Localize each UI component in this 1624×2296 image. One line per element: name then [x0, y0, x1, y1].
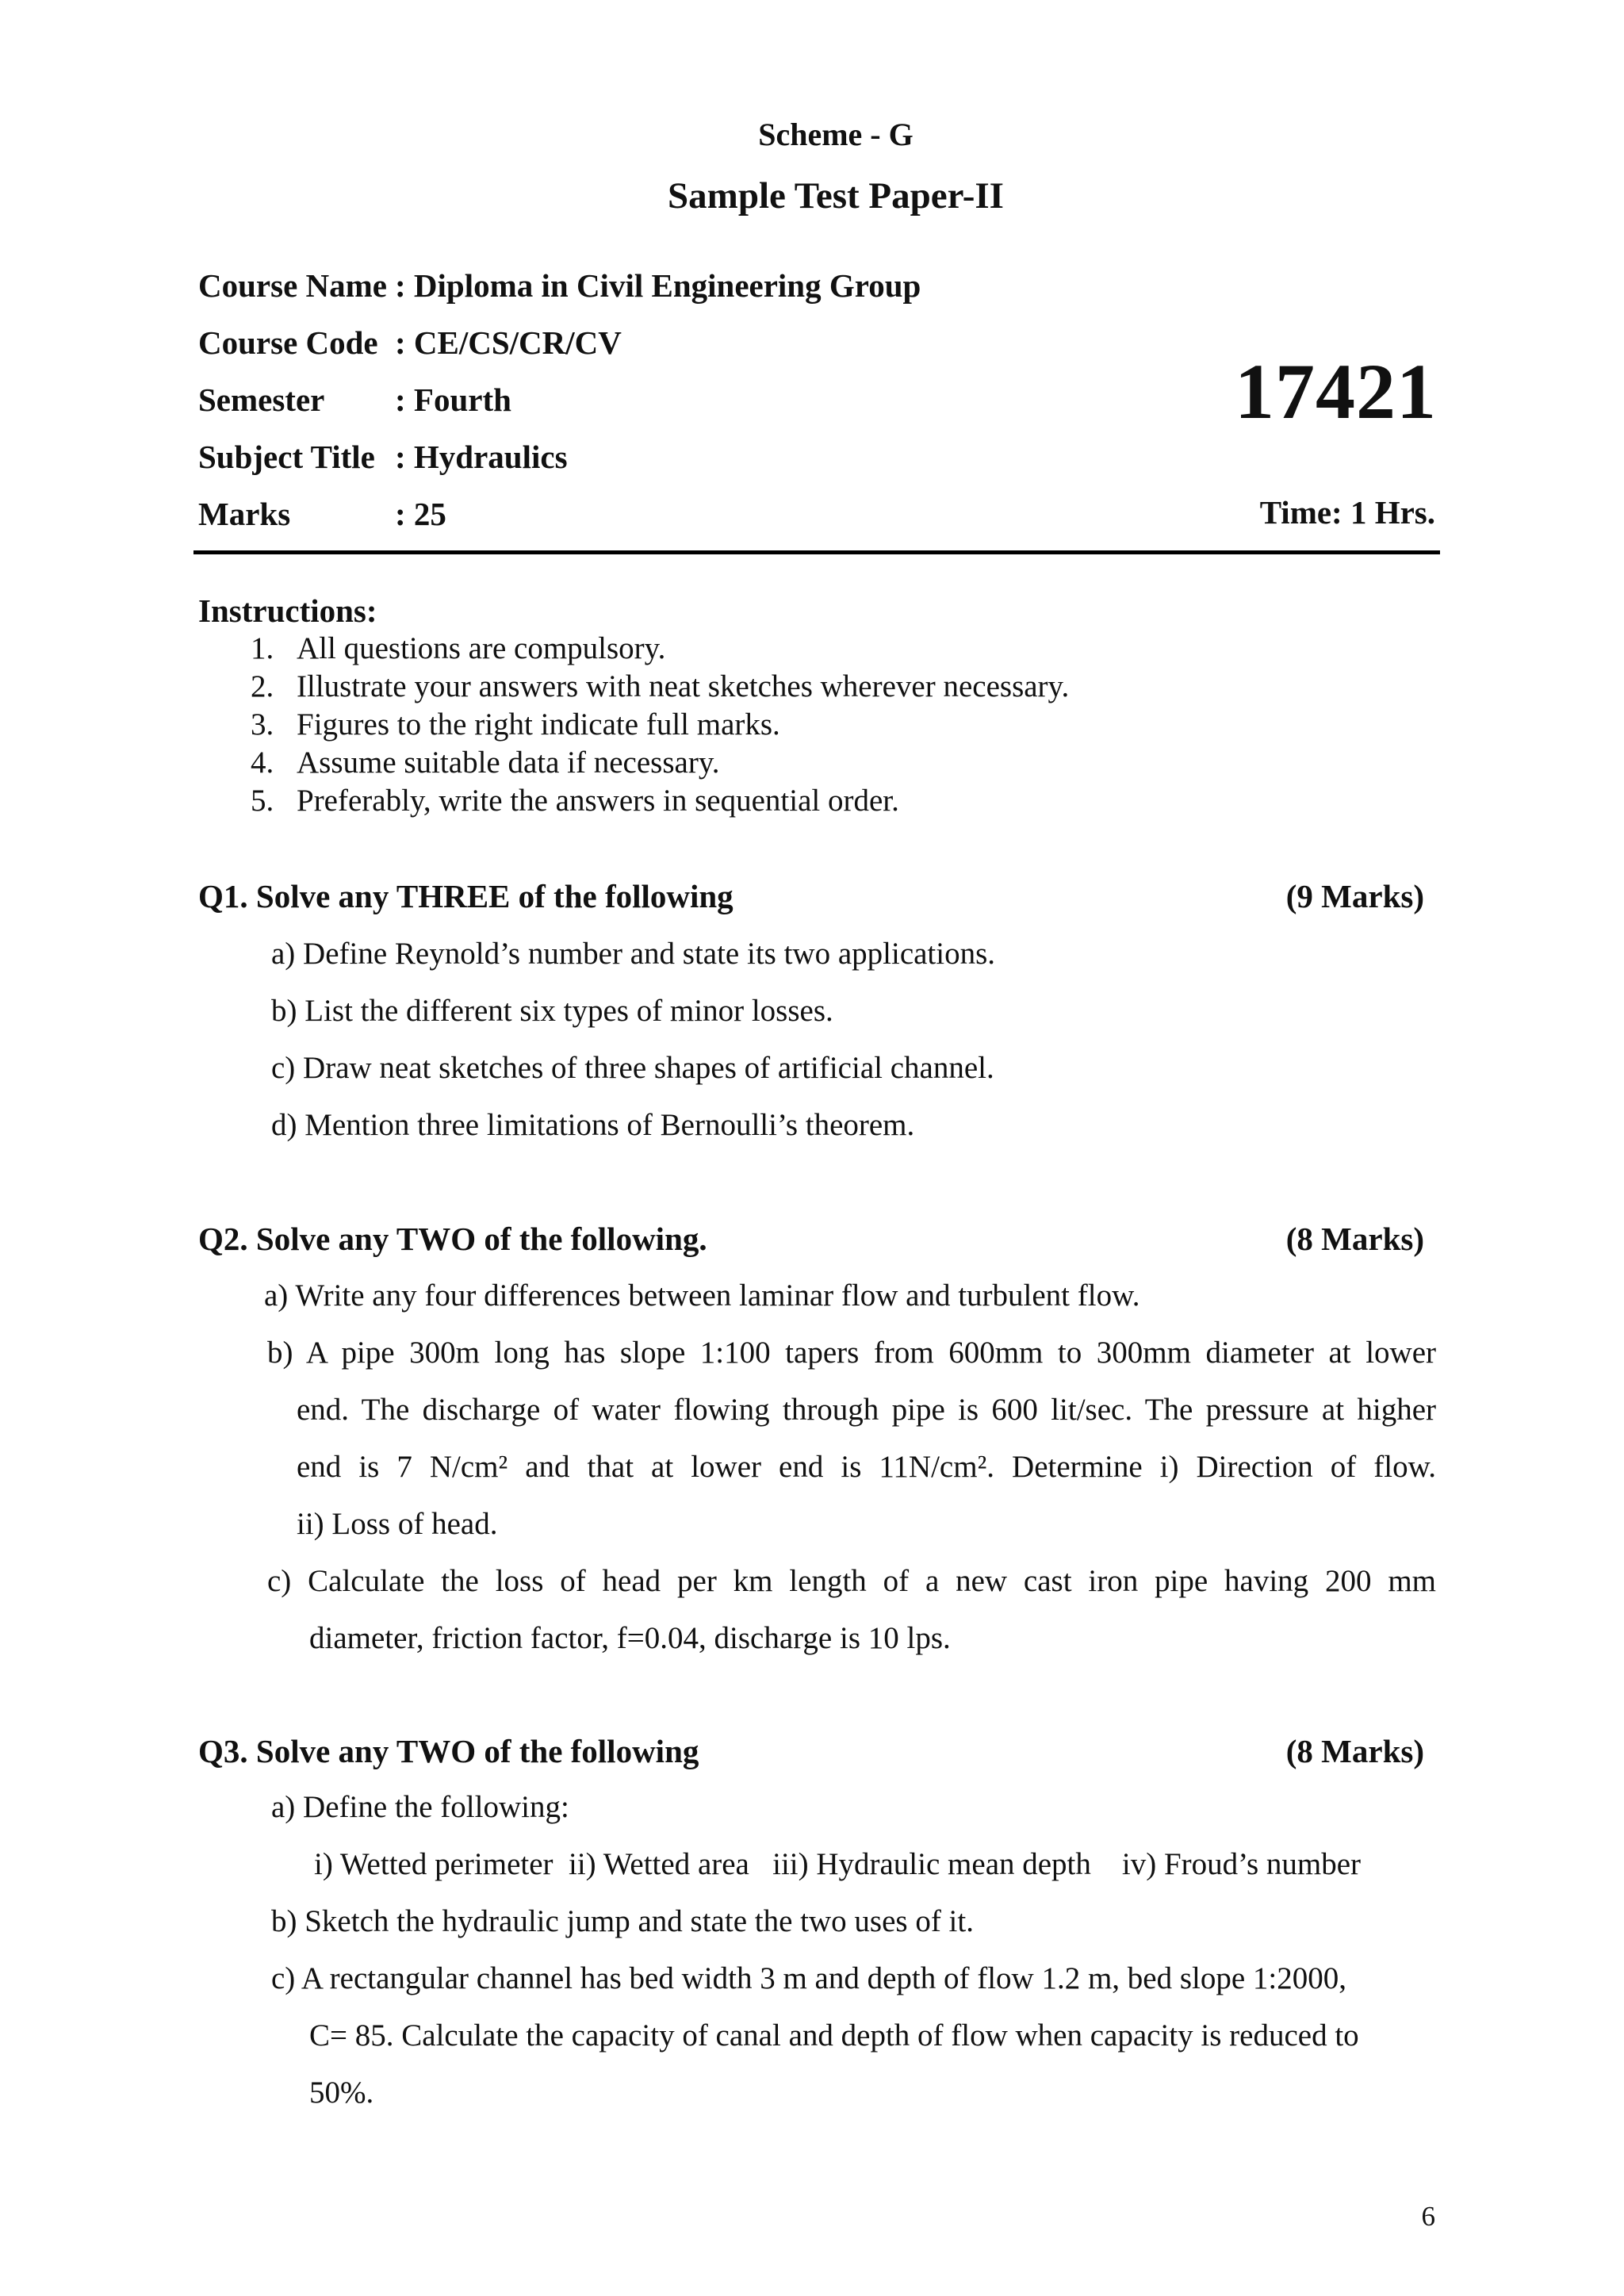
page-number: 6: [1421, 2201, 1435, 2232]
instruction-number: 5.: [251, 784, 274, 818]
question-2b-line-4: ii) Loss of head.: [297, 1507, 498, 1541]
instructions-heading: Instructions:: [198, 592, 377, 629]
question-1-title: Q1. Solve any THREE of the following: [198, 878, 733, 914]
question-3a: a) Define the following:: [271, 1790, 569, 1824]
semester-row: [198, 381, 1150, 420]
question-1a: a) Define Reynold’s number and state its two applications.: [271, 937, 996, 971]
instruction-item: [0, 669, 1624, 707]
question-3b: b) Sketch the hydraulic jump and state the two uses of it.: [271, 1904, 974, 1938]
question-2a: a) Write any four differences between laminar flow and turbulent flow.: [264, 1278, 1140, 1313]
instruction-text: Figures to the right indicate full marks.: [297, 707, 780, 742]
marks-value: : 25: [395, 496, 446, 532]
marks-row: [198, 495, 1150, 535]
scheme-label: Scheme - G: [758, 117, 914, 152]
instruction-text: Illustrate your answers with neat sketches wherever necessary.: [297, 669, 1070, 703]
question-2b-line-2: end. The discharge of water flowing through pipe is 600 lit/sec. The pressure at higher: [297, 1393, 1436, 1427]
instruction-item: [0, 745, 1624, 783]
question-3-title: Q3. Solve any TWO of the following: [198, 1733, 699, 1769]
subject-code: 17421: [1235, 347, 1437, 435]
instruction-number: 1.: [251, 631, 274, 665]
header-divider: [193, 550, 1440, 554]
question-3c-line-2: C= 85. Calculate the capacity of canal and depth of flow when capacity is reduced to: [309, 2018, 1359, 2053]
instruction-text: All questions are compulsory.: [297, 631, 666, 665]
semester-value: : Fourth: [395, 381, 511, 418]
question-1b: b) List the different six types of minor losses.: [271, 994, 833, 1028]
instruction-number: 3.: [251, 707, 274, 742]
instruction-item: [0, 707, 1624, 745]
instruction-item: [0, 783, 1624, 821]
question-1d: d) Mention three limitations of Bernoulli’s theorem.: [271, 1108, 915, 1142]
instruction-number: 2.: [251, 669, 274, 703]
question-3c-line-3: 50%.: [309, 2076, 374, 2110]
question-3a-subparts: i) Wetted perimeter ii) Wetted area iii) Hydraulic mean depth iv) Froud’s number: [314, 1847, 1362, 1881]
course-name-row: [198, 266, 1150, 306]
marks-label: Marks: [198, 496, 291, 532]
question-2b-line-1: b) A pipe 300m long has slope 1:100 tapers from 600mm to 300mm diameter at lower: [267, 1336, 1436, 1370]
course-code-row: [198, 324, 1150, 363]
question-2-marks: (8 Marks): [1285, 1221, 1424, 1257]
instruction-item: [0, 631, 1624, 669]
course-name-label: Course Name: [198, 267, 387, 304]
question-2c-line-2: diameter, friction factor, f=0.04, discharge is 10 lps.: [309, 1621, 951, 1655]
question-1-marks: (9 Marks): [1285, 878, 1424, 914]
subject-title-row: [198, 438, 1150, 477]
subject-title-label: Subject Title: [198, 439, 375, 475]
question-2c-line-1: c) Calculate the loss of head per km length of a new cast iron pipe having 200 mm: [267, 1564, 1436, 1598]
question-2-title: Q2. Solve any TWO of the following.: [198, 1221, 707, 1257]
paper-title: Sample Test Paper-II: [668, 175, 1004, 217]
instruction-text: Preferably, write the answers in sequential order.: [297, 784, 899, 818]
instruction-text: Assume suitable data if necessary.: [297, 746, 720, 780]
semester-label: Semester: [198, 381, 325, 418]
question-3-marks: (8 Marks): [1285, 1733, 1424, 1769]
course-code-label: Course Code: [198, 324, 378, 361]
question-3c-line-1: c) A rectangular channel has bed width 3 m and depth of flow 1.2 m, bed slope 1:2000,: [271, 1961, 1347, 1995]
question-1c: c) Draw neat sketches of three shapes of artificial channel.: [271, 1051, 994, 1085]
course-name-value: : Diploma in Civil Engineering Group: [395, 267, 921, 304]
subject-title-value: : Hydraulics: [395, 439, 568, 475]
exam-duration: Time: 1 Hrs.: [1259, 494, 1435, 531]
instruction-number: 4.: [251, 746, 274, 780]
question-2b-line-3: end is 7 N/cm² and that at lower end is 11N/cm². Determine i) Direction of flow.: [297, 1450, 1436, 1484]
course-code-value: : CE/CS/CR/CV: [395, 324, 622, 361]
